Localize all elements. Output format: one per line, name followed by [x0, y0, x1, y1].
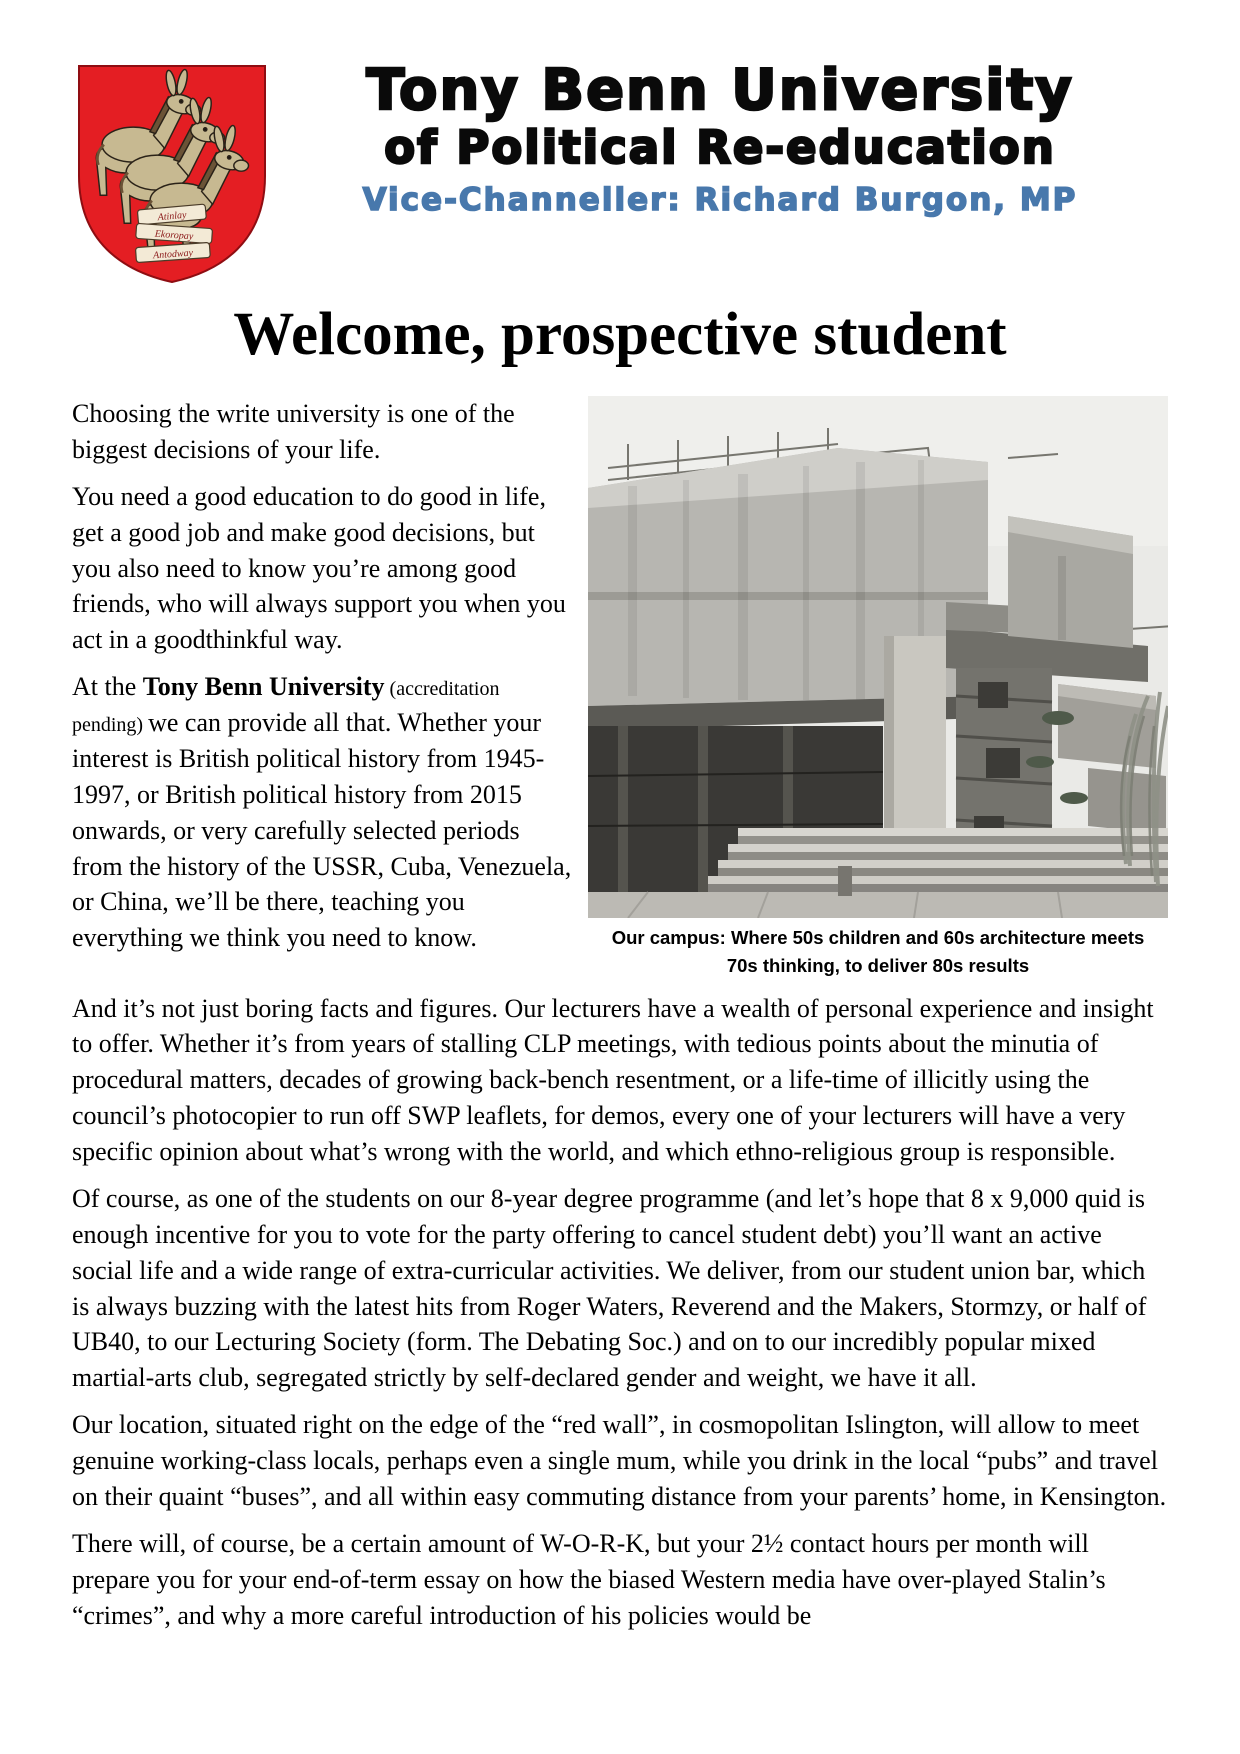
intro-paragraph-1: Choosing the write university is one of the biggest decisions of your life.	[72, 399, 515, 464]
university-crest-logo	[72, 58, 272, 290]
crest-motto-line1: Atinlay	[157, 209, 187, 224]
masthead	[72, 58, 1168, 290]
photo-caption-line1: Our campus: Where 50s children and 60s architecture meets	[611, 927, 1145, 948]
vice-chancellor-line: Vice-Channeller: Richard Burgon, MP	[362, 182, 1078, 218]
intro-paragraph-2: You need a good education to do good in life, get a good job and make good decisions, but you also need to know you’re among good friends, who will always support you when you act in a goodthinkful way.	[72, 481, 566, 655]
campus-photo-illustration	[588, 396, 1168, 918]
page-title: Welcome, prospective student	[233, 301, 1007, 368]
crest-motto-line3: Antodway	[152, 247, 194, 262]
intro-p3-accreditation-note: (accreditation pending)	[72, 678, 500, 736]
body-section	[72, 991, 1168, 1634]
campus-photo	[588, 396, 1168, 918]
intro-p3-pre: At the	[72, 672, 143, 702]
intro-p3-university-bold: Tony Benn University	[142, 672, 385, 702]
intro-paragraph-3	[72, 669, 572, 956]
intro-text-column	[72, 396, 572, 980]
crest-motto-scrolls	[135, 204, 212, 262]
body-paragraph-work: There will, of course, be a certain amount of W-O-R-K, but your 2½ contact hours per month will prepare you for your end-of-term essay on how the biased Western media have over-played Stalin’s “crimes”, and why a more careful introduction of his policies would be	[72, 1528, 1106, 1630]
photo-caption	[588, 924, 1168, 980]
body-paragraph-social-life: Of course, as one of the students on our 8-year degree programme (and let’s hope that 8 x 9,000 quid is enough incentive for you to vote for the party offering to cancel student debt) you’ll want an active social life and a wide range of extra-curricular activities. We deliver, from our student union bar, which is always buzzing with the latest hits from Roger Waters, Reverend and the Makers, Stormzy, or half of UB40, to our Lecturing Society (form. The Debating Soc.) and on to our incredibly popular mixed martial-arts club, segregated strictly by self-declared gender and weight, we have it all.	[72, 1183, 1147, 1393]
intro-p3-rest: we can provide all that. Whether your interest is British political history from 1945-1997, or British political history from 2015 onwards, or very carefully selected periods from the history of the USSR, Cuba, Venezuela, or China, we’ll be there, teaching you everything we think you need to know.	[72, 708, 572, 953]
body-paragraph-location: Our location, situated right on the edge of the “red wall”, in cosmopolitan Islington, will allow to meet genuine working-class locals, perhaps even a single mum, while you drink in the local “pubs” and travel on their quaint “buses”, and all within easy commuting distance from your parents’ home, in Kensington.	[72, 1410, 1167, 1511]
university-name: Tony Benn University	[366, 58, 1074, 123]
photo-column	[588, 396, 1168, 980]
university-name-line2: of Political Re-education	[384, 121, 1056, 175]
intro-section	[72, 396, 1168, 980]
photo-caption-line2: 70s thinking, to deliver 80s results	[726, 954, 1030, 976]
masthead-titles	[272, 58, 1168, 217]
crest-motto-line2: Ekoropay	[154, 228, 194, 243]
body-paragraph-lecturers: And it’s not just boring facts and figures. Our lecturers have a wealth of personal experience and insight to offer. Whether it’s from years of stalling CLP meetings, with tedious points about the minutia of procedural matters, decades of growing back-bench resentment, or a life-time of illicitly using the council’s photocopier to run off SWP leaflets, for demos, every one of your lecturers will have a very specific opinion about what’s wrong with the world, and which ethno-religious group is responsible.	[72, 993, 1154, 1166]
